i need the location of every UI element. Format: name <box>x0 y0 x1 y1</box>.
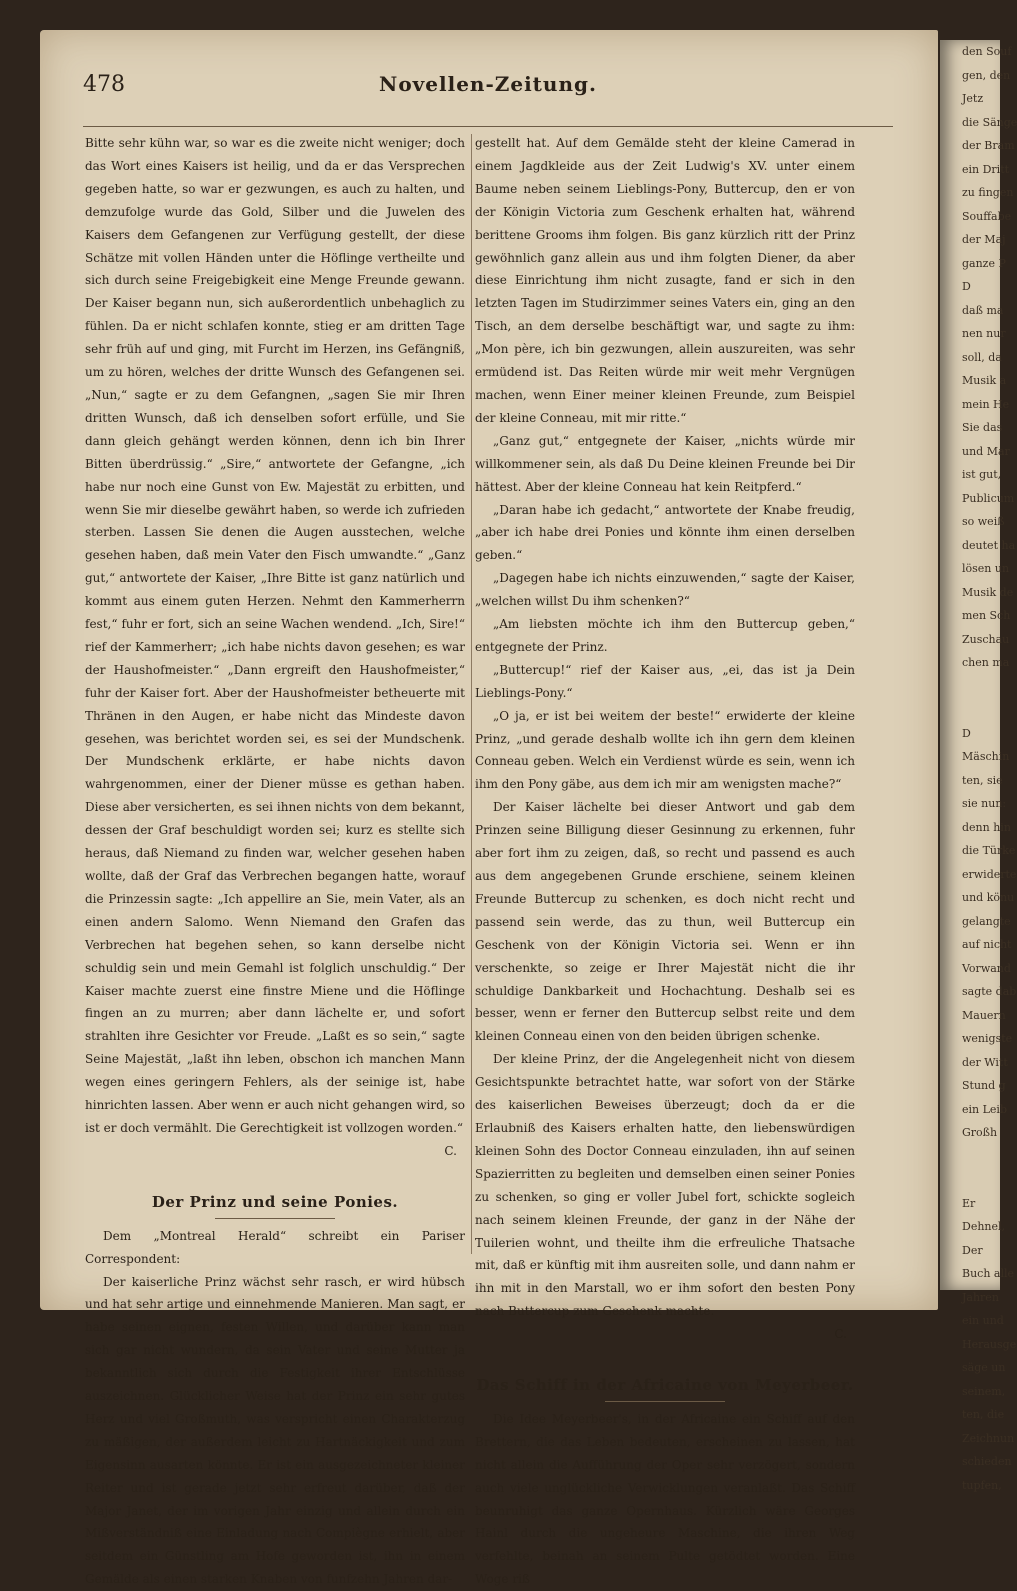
adjacent-page-line: Großh <box>940 1121 1000 1145</box>
adjacent-page-line: und Mar <box>940 440 1000 464</box>
page-header <box>83 72 893 116</box>
adjacent-page-line: D <box>940 275 1000 299</box>
article-paragraph: „Ganz gut,“ entgegnete der Kaiser, „nichts würde mir willkommener sein, als daß Du Deine kleinen Freunde bei Dir hättest. Aber der kleine Conneau hat kein Reitpferd.“ <box>475 430 855 499</box>
article-paragraph: „Daran habe ich gedacht,“ antwortete der Knabe freudig, „aber ich habe drei Ponies und könnte ihm einen derselben geben.“ <box>475 499 855 568</box>
adjacent-page-line: Der <box>940 1239 1000 1263</box>
page-title: Novellen-Zeitung. <box>83 72 893 96</box>
adjacent-page-line: Musik a <box>940 369 1000 393</box>
adjacent-page-line: auf nicht <box>940 933 1000 957</box>
adjacent-page-line: deutet ha <box>940 534 1000 558</box>
article-heading-ship <box>475 1374 855 1402</box>
adjacent-page-line: gelangte <box>940 910 1000 934</box>
adjacent-page-line: Dehnel, <box>940 1215 1000 1239</box>
adjacent-page-line: zu fingen <box>940 181 1000 205</box>
adjacent-page-line <box>940 698 1000 722</box>
adjacent-page-line: denn hin <box>940 816 1000 840</box>
adjacent-page-line: chen ma <box>940 651 1000 675</box>
article-paragraph: Die Idee Meyerbeer's, in der Africaine ein Schiff auf den Brettern, die das Leben bedeuten, erscheinen zu lassen, hat nicht allein die Aufführung der Oper sehr verzögert, sondern auch viele unglückliche Verwicklungen veranlaßt. Das Schiff beunruhigt das ganze Opernhaus. Kürzlich wäre Georges Hainl durch die ungeheure Maschine, die ihren Weg verfehlte, beinah an seinem Pulte getödtet worden. Eine Woge riß <box>475 1408 855 1591</box>
adjacent-page-line: und könu <box>940 886 1000 910</box>
adjacent-page-line: ein und <box>940 1309 1000 1333</box>
adjacent-page-line: so weiß <box>940 510 1000 534</box>
adjacent-page-line: den Souf <box>940 40 1000 64</box>
page-number: 478 <box>83 72 125 97</box>
article-paragraph: „Dagegen habe ich nichts einzuwenden,“ sagte der Kaiser, „welchen willst Du ihm schenken?“ <box>475 567 855 613</box>
article-paragraph: „Buttercup!“ rief der Kaiser aus, „ei, das ist ja Dein Lieblings-Pony.“ <box>475 659 855 705</box>
adjacent-page-line: säge un <box>940 1356 1000 1380</box>
adjacent-page-line: Jetz <box>940 87 1000 111</box>
article-heading-text: Das Schiff in der Africaine von Meyerbeer. <box>476 1376 853 1394</box>
article-paragraph: Der kleine Prinz, der die Angelegenheit nicht von diesem Gesichtspunkte betrachtet hatte, war sofort von der Stärke des kaiserlichen Beweises überzeugt; doch da er die Erlaubniß des Kaisers erhalten hatte, den liebenswürdigen kleinen Sohn des Doctor Conneau einzuladen, ihn auf seinen Spazierritten zu begleiten und demselben einen seiner Ponies zu schenken, so ging er voller Jubel fort, schickte sogleich nach seinem kleinen Freunde, der ganz in der Nähe der Tuilerien wohnt, und theilte ihm die erfreuliche Thatsache mit, daß er künftig mit ihm ausreiten solle, und dann nahm er ihn mit in den Marstall, wo er ihm sofort den besten Pony nach Buttercup zum Geschenk machte. <box>475 1048 855 1323</box>
article-paragraph: „O ja, er ist bei weitem der beste!“ erwiderte der kleine Prinz, „und gerade deshalb wollte ich ihn gern dem kleinen Conneau geben. Welch ein Verdienst würde es sein, wenn ich ihm den Pony gäbe, aus dem ich mir am wenigsten mache?“ <box>475 705 855 797</box>
adjacent-page-line: Er <box>940 1192 1000 1216</box>
adjacent-page-line: sagte dab <box>940 980 1000 1004</box>
adjacent-page-line: gen, den <box>940 64 1000 88</box>
adjacent-page-line: Vorwand <box>940 957 1000 981</box>
adjacent-page-line: ist gut, <box>940 463 1000 487</box>
adjacent-page-line: daß ma <box>940 299 1000 323</box>
adjacent-page-line: ein Leib <box>940 1098 1000 1122</box>
right-column <box>475 132 855 1272</box>
adjacent-page-line: Jahren <box>940 1286 1000 1310</box>
article-paragraph: gestellt hat. Auf dem Gemälde steht der kleine Camerad in einem Jagdkleide aus der Zeit Ludwig's XV. unter einem Baume neben seinem Lieblings-Pony, Buttercup, den er von der Königin Victoria zum Geschenk erhalten hat, während berittene Grooms ihm folgen. Bis ganz kürzlich ritt der Prinz gewöhnlich ganz allein aus und ihm folgten Diener, da aber diese Einrichtung ihm nicht zusagte, fand er sich in den letzten Tagen im Studirzimmer seines Vaters ein, ging an den Tisch, an dem derselbe beschäftigt war, und sagte zu ihm: „Mon père, ich bin gezwungen, allein auszureiten, was sehr ermüdend ist. Das Reiten würde mir weit mehr Vergnügen machen, wenn Einer meiner kleinen Freunde, zum Beispiel der kleine Conneau, mit mir ritte.“ <box>475 132 855 430</box>
article-paragraph: „Am liebsten möchte ich ihm den Buttercup geben,“ entgegnete der Prinz. <box>475 613 855 659</box>
adjacent-page-line: Buch alle <box>940 1262 1000 1286</box>
adjacent-page-line: Zuschau <box>940 628 1000 652</box>
story-continuation: Bitte sehr kühn war, so war es die zweite nicht weniger; doch das Wort eines Kaisers ist heilig, und da er das Versprechen gegeben hatte, so war er gezwungen, es auch zu halten, und demzufolge wurde das Gold, Silber und die Juwelen des Kaisers dem Gefangenen zur Verfügung gestellt, der diese Schätze mit vollen Händen unter die Höflinge vertheilte und sich durch seine Freigebigkeit eine Menge Freunde gewann. Der Kaiser begann nun, sich außerordentlich unbehaglich zu fühlen. Da er nicht schlafen konnte, stieg er am dritten Tage sehr früh auf und ging, mit Furcht im Herzen, ins Gefängniß, um zu hören, welches der dritte Wunsch des Gefangenen sei. „Nun,“ sagte er zu dem Gefangnen, „sagen Sie mir Ihren dritten Wunsch, daß ich denselben sofort erfülle, und Sie dann gleich gehängt werden können, denn ich bin Ihrer Bitten überdrüssig.“ „Sire,“ antwortete der Gefangne, „ich habe nur noch eine Gunst von Ew. Majestät zu erbitten, und wenn Sie mir dieselbe gewährt haben, so werde ich zufrieden sterben. Lassen Sie denen die Augen ausstechen, welche gesehen haben, daß mein Vater den Fisch umwandte.“ „Ganz gut,“ antwortete der Kaiser, „Ihre Bitte ist ganz natürlich und kommt aus einem guten Herzen. Nehmt den Kammerherrn fest,“ fuhr er fort, sich an seine Wachen wendend. „Ich, Sire!“ rief der Kammerherr; „ich habe nichts davon gesehen; es war der Haushofmeister.“ „Dann ergreift den Haushofmeister,“ fuhr der Kaiser fort. Aber der Haushofmeister betheuerte mit Thränen in den Augen, er habe nicht das Mindeste davon gesehen, was berichtet worden sei, es sei der Mundschenk. Der Mundschenk erklärte, er habe nichts davon wahrgenommen, einer der Diener müsse es gethan haben. Diese aber versicherten, es sei ihnen nichts von dem bekannt, dessen der Graf beschuldigt worden sei; kurz es stellte sich heraus, daß Niemand zu finden war, welcher gesehen haben wollte, daß der Graf das Verbrechen begangen hatte, worauf die Prinzessin sagte: „Ich appellire an Sie, mein Vater, als an einen andern Salomo. Wenn Niemand den Grafen das Verbrechen hat begehen sehen, so kann derselbe nicht schuldig sein und mein Gemahl ist folglich unschuldig.“ Der Kaiser machte zuerst eine finstre Miene und die Höflinge fingen an zu murren; aber dann lächelte er, und sofort strahlten ihre Gesichter vor Freude. „Laßt es so sein,“ sagte Seine Majestät, „laßt ihn leben, obschon ich manchen Mann wegen eines geringern Fehlers, als der seinige ist, habe hinrichten lassen. Aber wenn er auch nicht gehangen wird, so ist er doch vermählt. Die Gerechtigkeit ist vollzogen worden.“ <box>85 132 465 1140</box>
article-paragraph: Der Kaiser lächelte bei dieser Antwort und gab dem Prinzen seine Billigung dieser Gesinnung zu erkennen, fuhr aber fort ihm zu zeigen, daß, so recht und passend es auch aus dem angegebenen Grunde erschiene, seinem kleinen Freunde Buttercup zu schenken, es doch nicht recht und passend sein werde, das zu thun, weil Buttercup ein Geschenk von der Königin Victoria sei. Wenn er ihn verschenkte, so zeige er Ihrer Majestät nicht die ihr schuldige Dankbarkeit und Hochachtung. Deshalb sei es besser, wenn er ferner den Buttercup selbst reite und dem kleinen Conneau einen von den beiden übrigen schenke. <box>475 796 855 1048</box>
adjacent-page-line: Musik de <box>940 581 1000 605</box>
adjacent-page-text <box>940 40 1000 1497</box>
adjacent-page-line: die Türke <box>940 839 1000 863</box>
adjacent-page-line: Sie das <box>940 416 1000 440</box>
adjacent-page-line: lösen un <box>940 557 1000 581</box>
adjacent-page-line: Mauern <box>940 1004 1000 1028</box>
heading-separator <box>215 1218 335 1219</box>
adjacent-page-line: mein He <box>940 393 1000 417</box>
article-heading-prince <box>85 1191 465 1219</box>
adjacent-page-line: der Maj <box>940 228 1000 252</box>
adjacent-page-line: nen nur <box>940 322 1000 346</box>
adjacent-page-line: Stund g <box>940 1074 1000 1098</box>
adjacent-page-line: die Sänge <box>940 111 1000 135</box>
adjacent-page-line: tupfen, <box>940 1474 1000 1498</box>
adjacent-page-line: sie nun: <box>940 792 1000 816</box>
adjacent-page-line: der Bram <box>940 134 1000 158</box>
adjacent-page-line: Publicum <box>940 487 1000 511</box>
adjacent-page-line: ten, die <box>940 1403 1000 1427</box>
adjacent-page-line: schieden <box>940 1450 1000 1474</box>
adjacent-page-line: wenigste <box>940 1027 1000 1051</box>
adjacent-page-line: Mäschin <box>940 745 1000 769</box>
adjacent-page-line: der Witt <box>940 1051 1000 1075</box>
adjacent-page-line: Zeichnun <box>940 1427 1000 1451</box>
article-signature: C. <box>475 1323 855 1346</box>
adjacent-page-edge <box>940 40 1000 1290</box>
left-column <box>85 132 465 1272</box>
article-paragraph: Der kaiserliche Prinz wächst sehr rasch, er wird hübsch und hat sehr artige und einnehmende Manieren. Man sagt, er habe seinen eignen, festen Willen, und darüber kann man sich gar nicht wundern, da sein Vater und seine Mutter ja bekanntlich sich durch die Festigkeit ihrer Entschlüsse auszeichnen. Glücklicher Weise hat der Prinz ein sehr gutes Herz und viel Großmuth, was verspricht einen Charakterzug zu mäßigen, der außerdem leicht zu Hartnäckigkeit und zum Eigensinn ausarten könnte. Er ist ein ausgezeichneter kleiner Reiter und ist gerade jetzt sehr erfreut darüber, daß der Major Janet, der im vorigen Jahr einzig und allein durch ein Mißverständniß eine Einladung nach Compiègne erhielt, aber seitdem ein Günstling am Hofe geworden ist, ihn in einem Gemälde als einen starken Knaben von funfzehn Jahren dar- <box>85 1271 465 1591</box>
adjacent-page-line: D <box>940 722 1000 746</box>
adjacent-page-line: Souffabe <box>940 205 1000 229</box>
story-signature: C. <box>85 1140 465 1163</box>
adjacent-page-line: ganze P <box>940 252 1000 276</box>
adjacent-page-line: men Sch <box>940 604 1000 628</box>
adjacent-page-line: ten, sie <box>940 769 1000 793</box>
adjacent-page-line <box>940 675 1000 699</box>
adjacent-page-line: ein Dritt <box>940 158 1000 182</box>
adjacent-page-line: seinem, <box>940 1380 1000 1404</box>
article-paragraph: Dem „Montreal Herald“ schreibt ein Pariser Correspondent: <box>85 1225 465 1271</box>
article-heading-text: Der Prinz und seine Ponies. <box>152 1193 398 1211</box>
adjacent-page-line <box>940 1168 1000 1192</box>
adjacent-page-line <box>940 1145 1000 1169</box>
adjacent-page-line: erwiderte <box>940 863 1000 887</box>
heading-separator <box>605 1401 725 1402</box>
adjacent-page-line: Herausge <box>940 1333 1000 1357</box>
header-rule <box>83 126 893 127</box>
column-divider <box>471 134 472 1254</box>
adjacent-page-line: soll, da <box>940 346 1000 370</box>
